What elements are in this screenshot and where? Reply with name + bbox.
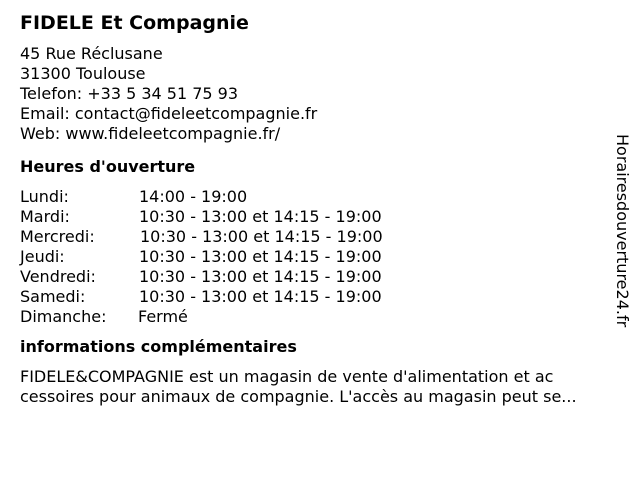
day-label: Mercredi: [20,227,95,246]
hours-row-friday [20,267,620,287]
email-line: Email: contact@fideleetcompagnie.fr [20,104,318,123]
day-label: Dimanche: [20,307,107,326]
info-heading: informations complémentaires [20,337,297,356]
address-city: 31300 Toulouse [20,64,146,83]
time-value: 10:30 - 13:00 et 14:15 - 19:00 [140,227,383,246]
time-value: Fermé [138,307,188,326]
day-label: Mardi: [20,207,70,226]
hours-row-thursday [20,247,620,267]
business-card [20,10,620,407]
day-label: Samedi: [20,287,86,306]
hours-row-sunday [20,307,620,327]
site-watermark [612,134,632,344]
day-label: Jeudi: [20,247,65,266]
time-value: 10:30 - 13:00 et 14:15 - 19:00 [139,287,382,306]
hours-heading: Heures d'ouverture [20,157,196,176]
time-value: 10:30 - 13:00 et 14:15 - 19:00 [139,207,382,226]
time-value: 14:00 - 19:00 [139,187,248,206]
web-line: Web: www.fideleetcompagnie.fr/ [20,124,281,143]
hours-row-wednesday [20,227,620,247]
hours-row-saturday [20,287,620,307]
day-label: Lundi: [20,187,69,206]
address-street: 45 Rue Réclusane [20,44,163,63]
hours-row-tuesday [20,207,620,227]
time-value: 10:30 - 13:00 et 14:15 - 19:00 [139,267,382,286]
time-value: 10:30 - 13:00 et 14:15 - 19:00 [139,247,382,266]
day-label: Vendredi: [20,267,96,286]
hours-table [20,187,620,327]
hours-row-monday [20,187,620,207]
business-name: FIDELE Et Compagnie [20,12,249,34]
phone-line: Telefon: +33 5 34 51 75 93 [20,84,239,103]
contact-block [20,44,620,144]
info-description: FIDELE&COMPAGNIE est un magasin de vente d'alimentation et ac cessoires pour animaux de compagnie. L'accès au magasin peut se... [20,367,577,406]
watermark-text: Horairesdouverture24.fr [613,134,632,328]
